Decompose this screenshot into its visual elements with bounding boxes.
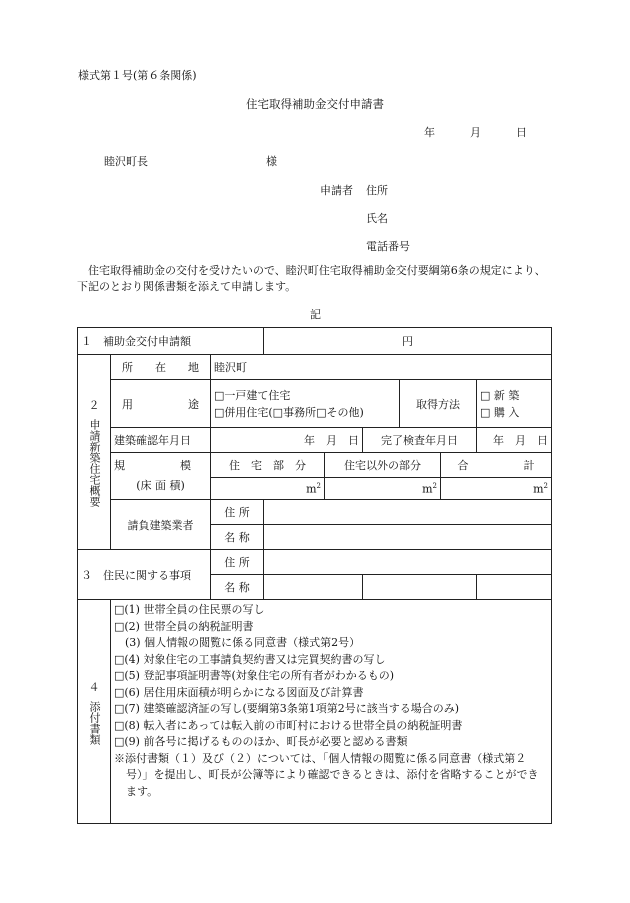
application-table: [77, 327, 552, 824]
honorific: 様: [266, 155, 277, 168]
house-part-header: 住 宅 部 分: [211, 453, 325, 478]
scale-label: 規 模: [114, 459, 191, 472]
attachment-item-4[interactable]: □(4) 対象住宅の工事請負契約書又は完買契約書の写し: [114, 652, 386, 666]
total-area-field[interactable]: $m^2$: [441, 478, 552, 500]
attachment-item-6[interactable]: □(6) 居住用床面積が明らかになる図面及び計算書: [114, 685, 364, 699]
attachment-item-8[interactable]: □(8) 転入者にあっては転入前の市町村における世帯全員の納税証明書: [114, 718, 463, 732]
attachment-item-7[interactable]: □(7) 建築確認済証の写し(要綱第3条第1項第2号に該当する場合のみ): [114, 702, 460, 715]
subsidy-amount-label: １ 補助金交付申請額: [78, 328, 264, 355]
use-label: 用 途: [111, 380, 211, 428]
applicant-address-label: 住所: [366, 184, 388, 197]
ki-label: 記: [310, 308, 321, 321]
floor-area-label: (床 面 積): [136, 479, 185, 492]
resident-address-label: 住 所: [211, 550, 264, 575]
date-year-label: 年: [424, 126, 435, 139]
section-2-header: [78, 355, 111, 550]
resident-name-field-2[interactable]: [363, 575, 477, 600]
use-mixed-checkbox[interactable]: □併用住宅(□事務所□その他): [214, 405, 364, 419]
resident-address-field[interactable]: [264, 550, 552, 575]
location-value[interactable]: 睦沢町: [211, 355, 552, 380]
attachment-item-9[interactable]: □(9) 前各号に掲げるもののほか、町長が必要と認める書類: [114, 735, 408, 748]
section-4-label: 添付書類: [88, 700, 101, 745]
addressee: 睦沢町長: [104, 155, 148, 168]
date-month-label: 月: [470, 126, 481, 139]
building-confirm-label: 建築確認年月日: [111, 428, 211, 453]
form-number: 様式第１号(第６条関係): [78, 69, 197, 82]
total-header: 合 計: [441, 453, 552, 478]
use-options: [211, 380, 400, 428]
builder-label: 請負建築業者: [111, 500, 211, 550]
applicant-phone-label: 電話番号: [366, 240, 410, 253]
builder-name-label: 名 称: [211, 525, 264, 550]
section-4-number: ４: [88, 680, 100, 694]
attachment-item-2[interactable]: □(2) 世帯全員の納税証明書: [114, 619, 254, 633]
location-label: 所 在 地: [111, 355, 211, 380]
yen-unit: 円: [402, 335, 413, 348]
resident-name-label: 名 称: [211, 575, 264, 600]
applicant-name-label: 氏名: [366, 212, 388, 225]
scale-label-cell: [111, 453, 211, 500]
use-detached-checkbox[interactable]: □一戸建て住宅: [214, 388, 291, 402]
intro-paragraph: 住宅取得補助金の交付を受けたいので、睦沢町住宅取得補助金交付要綱第6条の規定により、下記のとおり関係書類を添えて申請します。: [77, 264, 546, 293]
acquisition-options: [477, 380, 552, 428]
resident-section-label: ３ 住民に関する事項: [78, 550, 211, 600]
section-2-label: 申請新築住宅概要: [88, 419, 101, 507]
house-area-field[interactable]: $m^2$: [211, 478, 325, 500]
attachments-list: [111, 600, 552, 824]
attachment-item-1[interactable]: □(1) 世帯全員の住民票の写し: [114, 603, 265, 616]
resident-name-field-1[interactable]: [264, 575, 363, 600]
completion-inspect-date[interactable]: 年 月 日: [477, 428, 552, 453]
attachment-note: ※添付書類（１）及び（２）については、「個人情報の閲覧に係る同意書（様式第２号）」を提出し、町長が公簿等により確認できるときは、添付を省略することができます。: [114, 751, 539, 798]
section-4-header: [78, 600, 111, 824]
completion-inspect-label: 完了検査年月日: [363, 428, 477, 453]
non-house-area-field[interactable]: $m^2$: [325, 478, 441, 500]
builder-address-label: 住 所: [211, 500, 264, 525]
applicant-label: 申請者: [320, 184, 353, 197]
builder-address-field[interactable]: [264, 500, 552, 525]
resident-name-field-3[interactable]: [477, 575, 552, 600]
attachment-item-5[interactable]: □(5) 登記事項証明書等(対象住宅の所有者がわかるもの): [114, 669, 395, 682]
attachment-item-3: (3) 個人情報の閲覧に係る同意書（様式第2号）: [114, 636, 361, 649]
acq-new-checkbox[interactable]: □ 新 築: [480, 388, 520, 402]
builder-name-field[interactable]: [264, 525, 552, 550]
date-day-label: 日: [516, 126, 527, 139]
acq-purchase-checkbox[interactable]: □ 購 入: [480, 405, 520, 419]
section-2-number: ２: [88, 399, 100, 412]
subsidy-amount-field[interactable]: [264, 328, 552, 355]
building-confirm-date[interactable]: 年 月 日: [211, 428, 363, 453]
non-house-part-header: 住宅以外の部分: [325, 453, 441, 478]
page-title: 住宅取得補助金交付申請書: [246, 97, 384, 111]
acquisition-label: 取得方法: [400, 380, 477, 428]
